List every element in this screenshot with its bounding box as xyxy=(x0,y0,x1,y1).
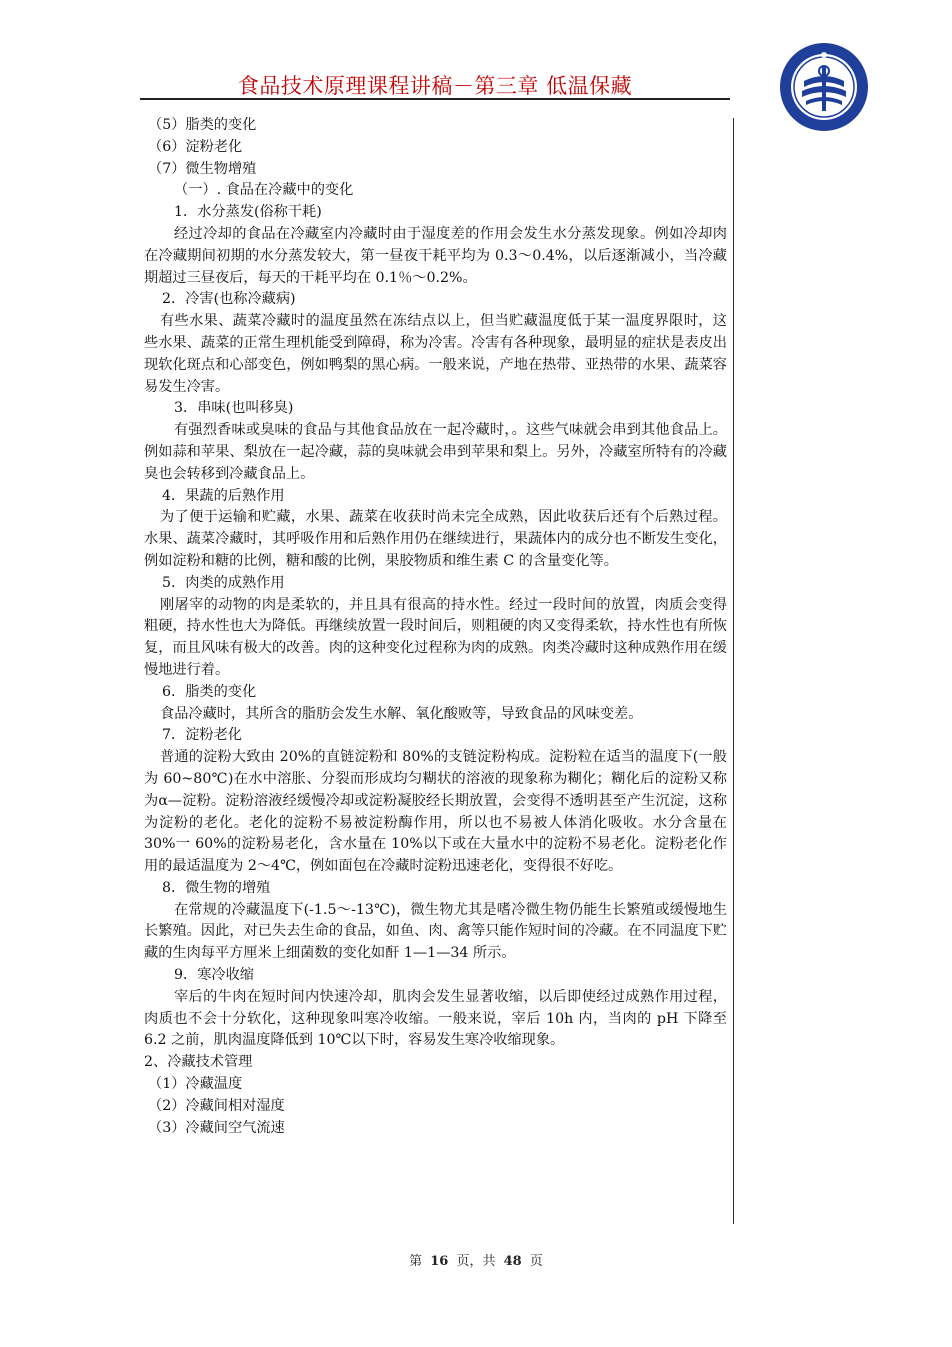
paragraph: 有些水果、蔬菜冷藏时的温度虽然在冻结点以上，但当贮藏温度低于某一温度界限时，这些水果、蔬菜的正常生理机能受到障碍，称为冷害。冷害有各种现象，最明显的症状是表皮出现软化斑点和心部变色，例如鸭梨的黑心病。一般来说，产地在热带、亚热带的水果、蔬菜容易发生冷害。 xyxy=(144,313,727,395)
paragraph: 普通的淀粉大致由 20%的直链淀粉和 80%的支链淀粉构成。淀粉粒在适当的温度下(一般为 60~80℃)在水中溶胀、分裂而形成均匀糊状的溶液的现象称为糊化；糊化后的淀粉又称为α—淀粉。淀粉溶液经缓慢冷却或淀粉凝胶经长期放置，会变得不透明甚至产生沉淀，这称为淀粉的老化。老化的淀粉不易被淀粉酶作用，所以也不易被人体消化吸收。水分含量在 30%一 60%的淀粉易老化，含水量在 10%以下或在大量水中的淀粉不易老化。淀粉老化作用的最适温度为 2～4℃，例如面包在冷藏时淀粉迅速老化，变得很不好吃。 xyxy=(144,749,727,875)
university-seal-icon xyxy=(778,41,870,133)
section-heading: （一）. 食品在冷藏中的变化 xyxy=(174,182,354,199)
page-total: 48 xyxy=(503,1254,522,1269)
subsection-heading: 8．微生物的增殖 xyxy=(162,879,271,896)
header-rule xyxy=(140,98,730,100)
paragraph: 经过冷却的食品在冷藏室内冷藏时由于湿度差的作用会发生水分蒸发现象。例如冷却肉在冷藏期间初期的水分蒸发较大，第一昼夜干耗平均为 0.3～0.4%，以后逐渐减小，当冷藏期超过三昼夜后，每天的干耗平均在 0.1％～0.2%。 xyxy=(144,225,727,286)
subsection-heading: 5．肉类的成熟作用 xyxy=(162,574,285,591)
paragraph: 食品冷藏时，其所含的脂肪会发生水解、氧化酸败等，导致食品的风味变差。 xyxy=(160,705,643,722)
right-margin-rule xyxy=(733,118,734,1224)
paragraph: 有强烈香味或臭味的食品与其他食品放在一起冷藏时，。这些气味就会串到其他食品上。例如蒜和苹果、梨放在一起冷藏，蒜的臭味就会串到苹果和梨上。另外，冷藏室所特有的冷藏臭也会转移到冷藏食品上。 xyxy=(144,422,727,482)
subsection-heading: 4．果蔬的后熟作用 xyxy=(162,487,285,504)
footer-suffix: 页 xyxy=(529,1254,543,1269)
subsection-heading: 1．水分蒸发(俗称干耗) xyxy=(174,204,322,221)
footer-prefix: 第 xyxy=(409,1254,423,1269)
page-header-title: 食品技术原理课程讲稿－第三章 低温保藏 xyxy=(237,74,633,98)
document-body xyxy=(144,115,727,1139)
text-line: （5）脂类的变化 xyxy=(148,117,257,133)
section-heading: 2、冷藏技术管理 xyxy=(144,1054,253,1071)
text-line: （7）微生物增殖 xyxy=(148,160,257,177)
subsection-heading: 9．寒冷收缩 xyxy=(174,967,254,984)
paragraph: 宰后的牛肉在短时间内快速冷却，肌肉会发生显著收缩，以后即使经过成熟作用过程，肉质也不会十分软化，这种现象叫寒冷收缩。一般来说，宰后 10h 内，当肉的 pH 下降至 6.2 之前，肌肉温度降低到 10℃以下时，容易发生寒冷收缩现象。 xyxy=(144,988,727,1049)
page-footer xyxy=(0,1250,952,1269)
subsection-heading: 7．淀粉老化 xyxy=(162,727,242,744)
subsection-heading: 3．串味(也叫移臭) xyxy=(174,400,294,417)
subsection-heading: 2．冷害(也称冷藏病) xyxy=(162,291,296,308)
paragraph: 为了便于运输和贮藏，水果、蔬菜在收获时尚未完全成熟，因此收获后还有个后熟过程。水果、蔬菜冷藏时，其呼吸作用和后熟作用仍在继续进行，果蔬体内的成分也不断发生变化，例如淀粉和糖的比例，糖和酸的比例，果胶物质和维生素 C 的含量变化等。 xyxy=(144,509,727,569)
text-line: （1）冷藏温度 xyxy=(148,1076,243,1093)
paragraph: 在常规的冷藏温度下(-1.5～-13℃)，微生物尤其是嗜冷微生物仍能生长繁殖或缓慢地生长繁殖。因此，对已失去生命的食品，如鱼、肉、禽等只能作短时间的冷藏。在不同温度下贮藏的生肉每平方厘米上细菌数的变化如酐 1—1—34 所示。 xyxy=(144,901,727,962)
paragraph: 刚屠宰的动物的肉是柔软的，并且具有很高的持水性。经过一段时间的放置，肉质会变得粗硬，持水性也大为降低。再继续放置一段时间后，则粗硬的肉又变得柔软，持水性也有所恢复，而且风味有极大的改善。肉的这种变化过程称为肉的成熟。肉类冷藏时这种成熟作用在缓慢地进行着。 xyxy=(144,596,727,678)
footer-middle: 页，共 xyxy=(456,1254,496,1269)
text-line: （3）冷藏间空气流速 xyxy=(148,1119,285,1136)
text-line: （6）淀粉老化 xyxy=(148,138,243,155)
page-number: 16 xyxy=(430,1254,449,1269)
text-line: （2）冷藏间相对湿度 xyxy=(148,1097,285,1114)
subsection-heading: 6．脂类的变化 xyxy=(162,683,257,700)
